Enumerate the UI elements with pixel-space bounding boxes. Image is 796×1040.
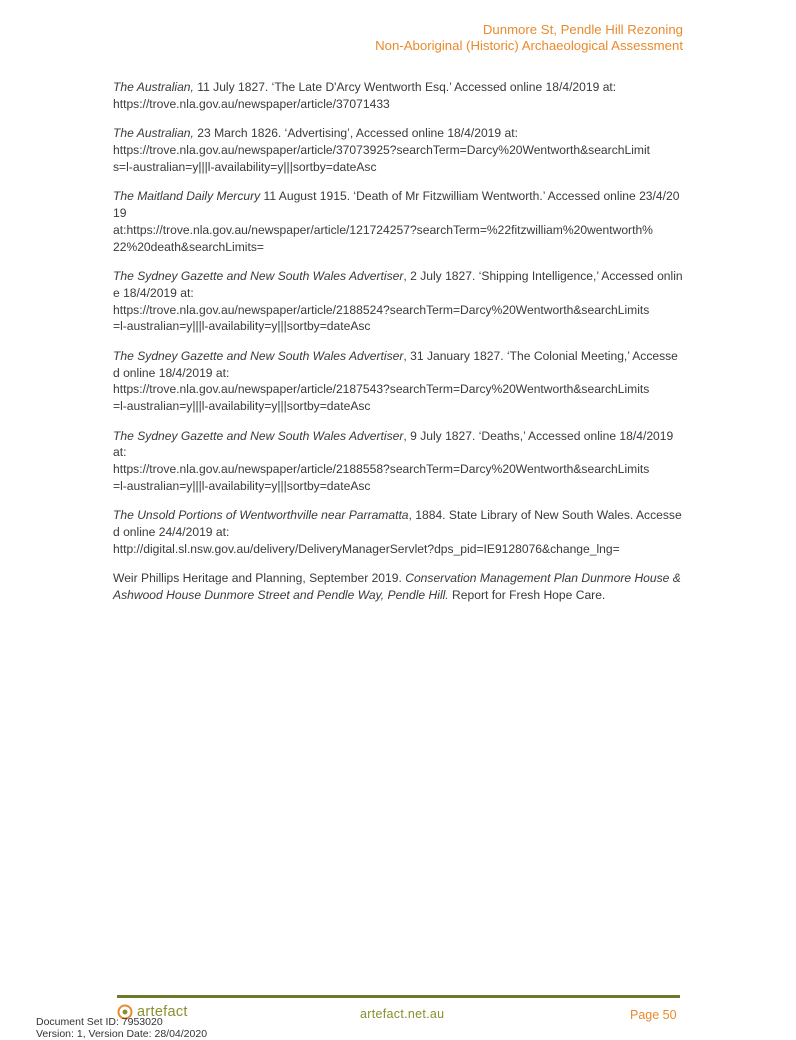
reference-details: , 9 July 1827. ‘Deaths,’ Accessed online 18/4/2019 at: <box>113 428 674 460</box>
reference-url-line: 22%20death&searchLimits= <box>113 239 264 254</box>
reference-source: The Sydney Gazette and New South Wales Advertiser <box>113 348 404 363</box>
reference-details: , 31 January 1827. ‘The Colonial Meeting,’ Accessed online 18/4/2019 at: <box>113 348 678 380</box>
header-title: Dunmore St, Pendle Hill Rezoning <box>482 22 683 37</box>
reference-url-line: https://trove.nla.gov.au/newspaper/article/37071433 <box>113 96 390 111</box>
reference-item <box>113 507 683 557</box>
reference-source: The Maitland Daily Mercury <box>113 189 261 204</box>
reference-details: 11 July 1827. ‘The Late D'Arcy Wentworth Esq.’ Accessed online 18/4/2019 at: <box>193 80 617 94</box>
page-header <box>375 22 683 54</box>
reference-item <box>113 268 683 335</box>
footer-website: artefact.net.au <box>360 1007 445 1021</box>
reference-url-line: https://trove.nla.gov.au/newspaper/article/2188524?searchTerm=Darcy%20Wentworth&searchLimits <box>113 302 650 317</box>
reference-url-line: =l-australian=y|||l-availability=y|||sortby=dateAsc <box>113 399 371 414</box>
reference-details: , 1884. State Library of New South Wales. Accessed online 24/4/2019 at: <box>113 508 682 540</box>
document-set-info <box>36 1016 207 1040</box>
reference-source: The Unsold Portions of Wentworthville near Parramatta <box>113 508 409 523</box>
reference-source: The Australian, <box>113 126 194 141</box>
reference-author: Weir Phillips Heritage and Planning, September 2019. <box>113 571 406 586</box>
reference-source: The Australian, <box>113 80 194 94</box>
document-set-id: Document Set ID: 7953020 <box>36 1016 163 1028</box>
reference-url-line: http://digital.sl.nsw.gov.au/delivery/DeliveryManagerServlet?dps_pid=IE9128076&change_lng= <box>113 541 620 556</box>
reference-details: 11 August 1915. ‘Death of Mr Fitzwilliam Wentworth.’ Accessed online 23/4/2019 <box>113 189 680 220</box>
reference-url-line: at:https://trove.nla.gov.au/newspaper/article/121724257?searchTerm=%22fitzwilliam%20wentworth% <box>113 222 653 237</box>
reference-source: The Sydney Gazette and New South Wales Advertiser <box>113 428 404 443</box>
reference-url-line: https://trove.nla.gov.au/newspaper/article/2188558?searchTerm=Darcy%20Wentworth&searchLimits <box>113 462 650 477</box>
reference-details: 23 March 1826. ‘Advertising’, Accessed online 18/4/2019 at: <box>193 126 518 141</box>
reference-url-line: https://trove.nla.gov.au/newspaper/article/37073925?searchTerm=Darcy%20Wentworth&searchLimit <box>113 142 650 157</box>
reference-url-line: https://trove.nla.gov.au/newspaper/article/2187543?searchTerm=Darcy%20Wentworth&searchLimits <box>113 382 650 397</box>
reference-item <box>113 570 683 604</box>
page-number: Page 50 <box>630 1008 677 1022</box>
reference-item <box>113 125 683 175</box>
document-version: Version: 1, Version Date: 28/04/2020 <box>36 1028 208 1040</box>
reference-item <box>113 348 683 415</box>
reference-url-line: =l-australian=y|||l-availability=y|||sortby=dateAsc <box>113 478 371 493</box>
header-subtitle: Non-Aboriginal (Historic) Archaeological Assessment <box>375 38 683 53</box>
reference-url-line: =l-australian=y|||l-availability=y|||sortby=dateAsc <box>113 319 371 334</box>
reference-details: , 2 July 1827. ‘Shipping Intelligence,’ Accessed online 18/4/2019 at: <box>113 268 683 300</box>
footer-divider <box>117 995 680 998</box>
reference-url-line: s=l-australian=y|||l-availability=y|||sortby=dateAsc <box>113 159 377 174</box>
reference-details: Report for Fresh Hope Care. <box>448 588 606 603</box>
reference-list <box>113 79 683 616</box>
logo-text: artefact <box>137 1004 188 1020</box>
reference-item <box>113 188 683 255</box>
reference-title: Conservation Management Plan Dunmore House & Ashwood House Dunmore Street and Pendle Way, Pendle Hill. <box>113 571 681 603</box>
reference-item <box>113 79 683 113</box>
reference-source: The Sydney Gazette and New South Wales Advertiser <box>113 268 404 283</box>
reference-item <box>113 428 683 495</box>
